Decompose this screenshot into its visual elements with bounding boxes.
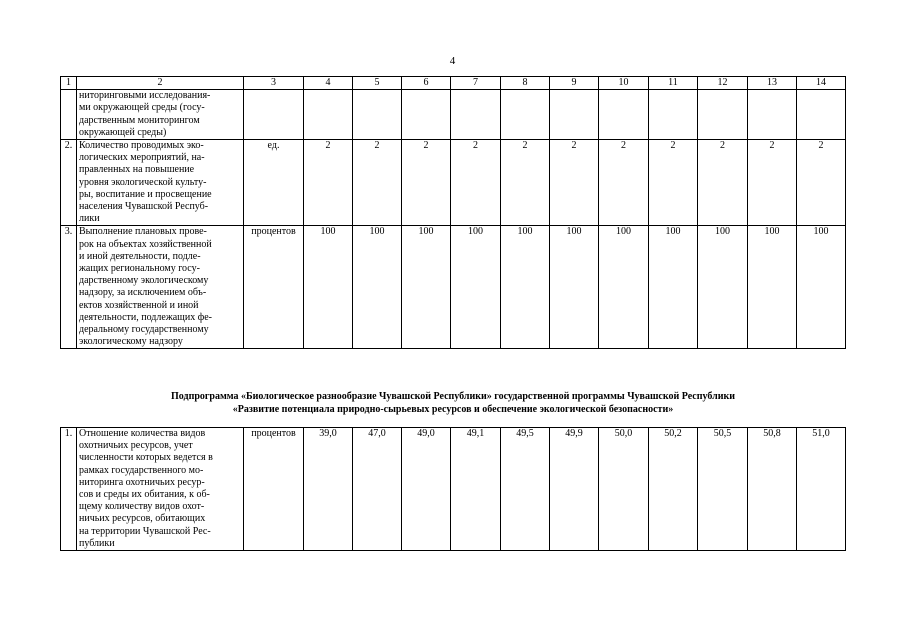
table-row	[61, 428, 846, 551]
indicator-name-line: рок на объектах хозяйственной	[79, 238, 212, 250]
indicator-name-line: ниторинговыми исследования-	[79, 90, 211, 102]
value-cell	[402, 90, 451, 140]
value-cell: 2	[748, 140, 797, 226]
column-number: 14	[797, 77, 846, 90]
value-cell	[698, 90, 748, 140]
indicators-table-bottom	[60, 427, 846, 551]
value-cell: 49,0	[402, 428, 451, 551]
row-number: 3.	[61, 226, 77, 349]
value-cell: 100	[649, 226, 698, 349]
value-cell: 50,2	[649, 428, 698, 551]
value-cell: 2	[550, 140, 599, 226]
indicator-name	[77, 226, 244, 349]
value-cell: 100	[599, 226, 649, 349]
subprogram-title-line: «Развитие потенциала природно-сырьевых ресурсов и обеспечение экологической безопасности»	[232, 404, 674, 415]
table-row	[61, 90, 846, 140]
column-number: 7	[451, 77, 501, 90]
indicator-name-line: щему количеству видов охот-	[79, 501, 205, 513]
indicator-name-line: ры, воспитание и просвещение	[79, 188, 212, 200]
indicator-name-line: населения Чувашской Респуб-	[79, 201, 209, 213]
value-cell	[599, 90, 649, 140]
value-cell	[649, 90, 698, 140]
value-cell: 100	[501, 226, 550, 349]
value-cell: 51,0	[797, 428, 846, 551]
value-cell	[550, 90, 599, 140]
value-cell: 100	[451, 226, 501, 349]
column-number: 12	[698, 77, 748, 90]
row-number: 1.	[61, 428, 77, 551]
indicator-name-line: дарственным мониторингом	[79, 114, 200, 126]
indicator-name-line: окружающей среды)	[79, 126, 167, 138]
column-number: 8	[501, 77, 550, 90]
indicator-name-line: ниторинга охотничьих ресур-	[79, 476, 205, 488]
indicator-name-line: жащих региональному госу-	[79, 263, 200, 275]
subprogram-title-line: Подпрограмма «Биологическое разнообразие Чувашской Республики» государственной программы Чувашской Республики	[171, 391, 735, 402]
value-cell: 2	[501, 140, 550, 226]
table-row	[61, 140, 846, 226]
indicator-name	[77, 140, 244, 226]
indicator-name-line: и иной деятельности, подле-	[79, 250, 201, 262]
column-number: 13	[748, 77, 797, 90]
page-number: 4	[449, 55, 456, 67]
value-cell: 49,5	[501, 428, 550, 551]
indicator-name-line: дарственному экологическому	[79, 275, 209, 287]
indicator-name-line: деральному государственному	[79, 324, 209, 336]
unit-cell	[244, 90, 304, 140]
value-cell	[748, 90, 797, 140]
indicator-name-line: рамках государственного мо-	[79, 464, 204, 476]
table-row	[61, 226, 846, 349]
unit-cell: процентов	[244, 428, 304, 551]
indicator-name-line: ектов хозяйственной и иной	[79, 299, 199, 311]
column-number: 3	[244, 77, 304, 90]
value-cell	[304, 90, 353, 140]
indicator-name-line: ничьих ресурсов, обитающих	[79, 513, 206, 525]
column-number: 4	[304, 77, 353, 90]
indicator-name-line: уровня экологической культу-	[79, 176, 207, 188]
row-number	[61, 90, 77, 140]
unit-cell: процентов	[244, 226, 304, 349]
indicator-name-line: Количество проводимых эко-	[79, 140, 204, 152]
value-cell: 100	[797, 226, 846, 349]
value-cell: 2	[649, 140, 698, 226]
indicator-name-line: экологическому надзору	[79, 336, 183, 348]
indicator-name-line: Отношение количества видов	[79, 428, 206, 439]
value-cell: 100	[748, 226, 797, 349]
indicator-name-line: сов и среды их обитания, к об-	[79, 489, 210, 501]
value-cell	[353, 90, 402, 140]
value-cell: 2	[353, 140, 402, 226]
column-number: 10	[599, 77, 649, 90]
value-cell: 2	[451, 140, 501, 226]
value-cell: 2	[698, 140, 748, 226]
indicator-name-line: ми окружающей среды (госу-	[79, 102, 205, 114]
value-cell: 2	[402, 140, 451, 226]
row-number: 2.	[61, 140, 77, 226]
column-number: 9	[550, 77, 599, 90]
value-cell: 100	[402, 226, 451, 349]
value-cell: 100	[550, 226, 599, 349]
value-cell: 100	[304, 226, 353, 349]
indicator-name-line: охотничьих ресурсов, учет	[79, 440, 193, 452]
value-cell: 49,9	[550, 428, 599, 551]
value-cell: 100	[353, 226, 402, 349]
indicator-name-line: надзору, за исключением объ-	[79, 287, 207, 299]
indicator-name	[77, 90, 244, 140]
indicator-name-line: численности которых ведется в	[79, 452, 213, 464]
value-cell: 50,8	[748, 428, 797, 551]
indicator-name-line: Выполнение плановых прове-	[79, 226, 207, 238]
indicator-name-line: правленных на повышение	[79, 164, 195, 176]
indicators-table-top	[60, 76, 846, 349]
column-number: 11	[649, 77, 698, 90]
indicator-name-line: деятельности, подлежащих фе-	[79, 311, 212, 323]
unit-cell: ед.	[244, 140, 304, 226]
value-cell	[501, 90, 550, 140]
column-number: 2	[77, 77, 244, 90]
value-cell	[451, 90, 501, 140]
indicator-name-line: публики	[79, 537, 115, 549]
value-cell: 100	[698, 226, 748, 349]
indicator-name-line: на территории Чувашской Рес-	[79, 525, 211, 537]
column-number: 6	[402, 77, 451, 90]
header-row	[61, 77, 846, 90]
value-cell: 2	[599, 140, 649, 226]
value-cell: 50,0	[599, 428, 649, 551]
value-cell: 47,0	[353, 428, 402, 551]
value-cell: 2	[797, 140, 846, 226]
value-cell: 2	[304, 140, 353, 226]
column-number: 1	[61, 77, 77, 90]
subprogram-title	[60, 390, 846, 416]
value-cell: 49,1	[451, 428, 501, 551]
indicator-name-line: логических мероприятий, на-	[79, 152, 205, 164]
indicator-name	[77, 428, 244, 551]
value-cell: 50,5	[698, 428, 748, 551]
value-cell: 39,0	[304, 428, 353, 551]
value-cell	[797, 90, 846, 140]
column-number: 5	[353, 77, 402, 90]
indicator-name-line: лики	[79, 213, 100, 225]
